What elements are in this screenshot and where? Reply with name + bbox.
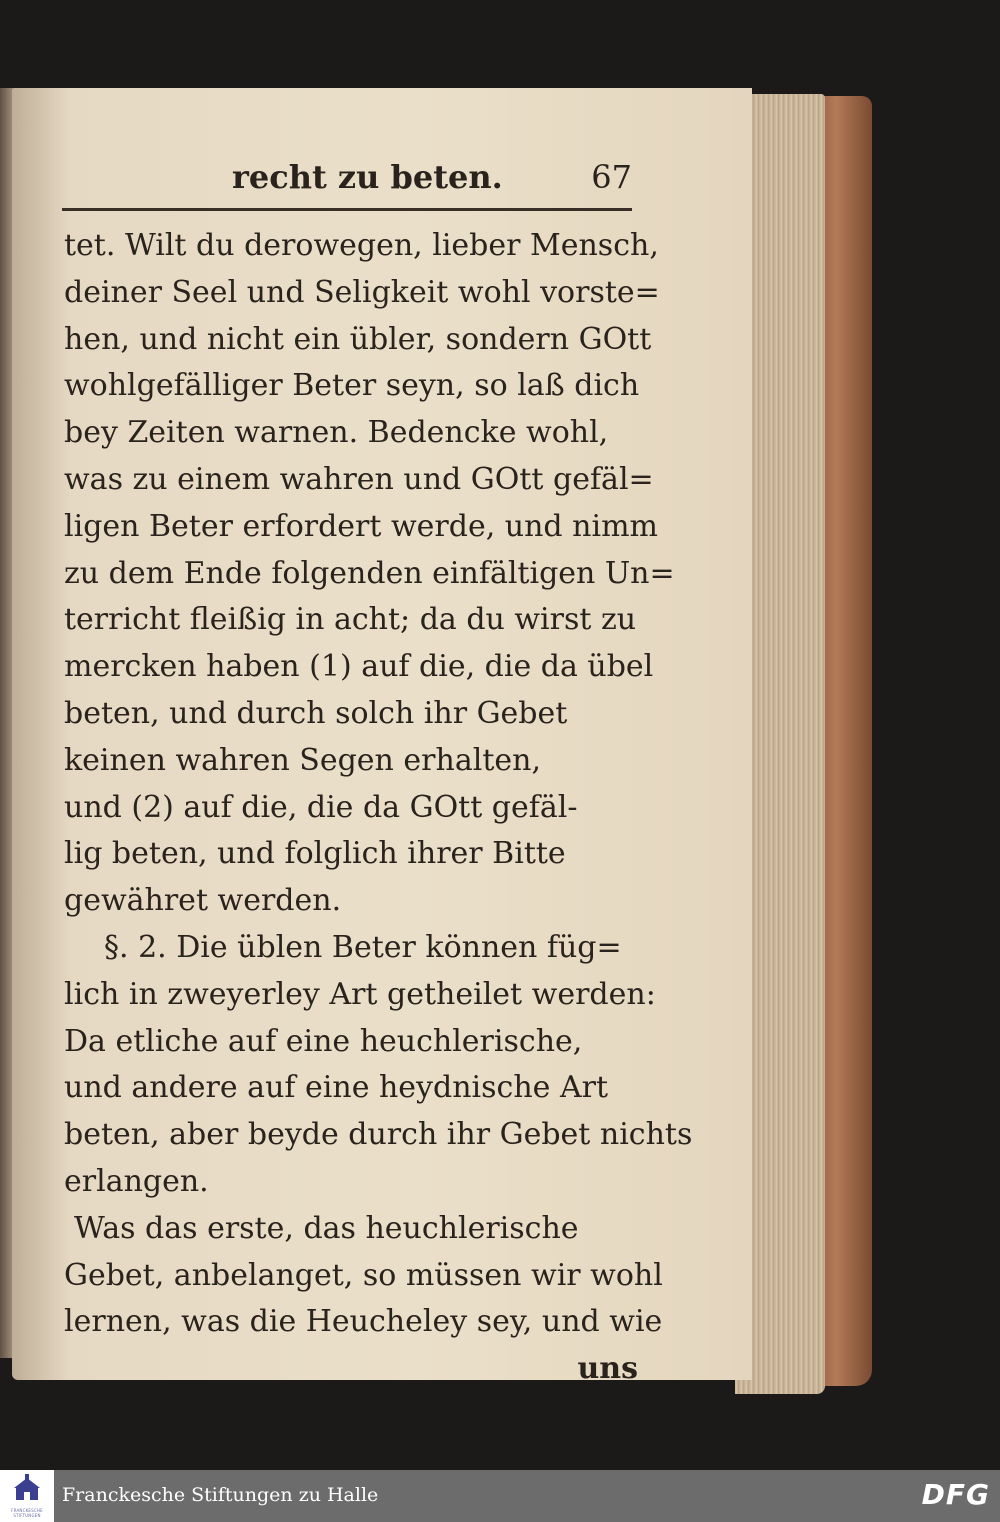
text-line: zu dem Ende folgenden einfältigen Un= bbox=[64, 555, 675, 591]
text-line: Da etliche auf eine heuchlerische, bbox=[64, 1023, 583, 1059]
running-head: recht zu beten. bbox=[232, 158, 503, 196]
text-line: bey Zeiten warnen. Bedencke wohl, bbox=[64, 415, 609, 451]
text-line: was zu einem wahren und GOtt gefäl= bbox=[64, 461, 654, 497]
text-line: wohlgefälliger Beter seyn, so laß dich bbox=[64, 368, 640, 404]
text-line: ligen Beter erfordert werde, und nimm bbox=[64, 508, 658, 544]
text-line: Gebet, anbelanget, so müssen wir wohl bbox=[64, 1257, 663, 1293]
text-line: und andere auf eine heydnische Art bbox=[64, 1070, 608, 1106]
dfg-logo[interactable]: DFG bbox=[921, 1478, 990, 1511]
text-line: lig beten, und folglich ihrer Bitte bbox=[64, 836, 566, 872]
page-number: 67 bbox=[591, 158, 632, 196]
text-line: §. 2. Die üblen Beter können füg= bbox=[104, 929, 622, 965]
text-line: terricht fleißig in acht; da du wirst zu bbox=[64, 602, 637, 638]
text-line: keinen wahren Segen erhalten, bbox=[64, 742, 541, 778]
text-line: deiner Seel und Seligkeit wohl vorste= bbox=[64, 274, 660, 310]
header-rule bbox=[62, 208, 632, 211]
text-line: beten, aber beyde durch ihr Gebet nichts bbox=[64, 1117, 693, 1153]
page-header bbox=[62, 158, 632, 214]
viewer-footer bbox=[0, 1470, 1000, 1522]
text-line: lernen, was die Heucheley sey, und wie bbox=[64, 1304, 663, 1340]
building-icon bbox=[0, 1470, 54, 1508]
text-line: mercken haben (1) auf die, die da übel bbox=[64, 649, 654, 685]
text-line: erlangen. bbox=[64, 1163, 209, 1199]
institution-name: Franckesche Stiftungen zu Halle bbox=[62, 1484, 379, 1506]
text-line: tet. Wilt du derowegen, lieber Mensch, bbox=[64, 228, 659, 263]
text-line: und (2) auf die, die da GOtt gefäl- bbox=[64, 789, 578, 825]
body-text bbox=[64, 223, 693, 1393]
text-line: Was das erste, das heuchlerische bbox=[74, 1210, 579, 1246]
catchword: uns bbox=[577, 1351, 638, 1387]
text-line: gewähret werden. bbox=[64, 883, 342, 919]
text-line: hen, und nicht ein übler, sondern GOtt bbox=[64, 321, 652, 357]
logo-text: FRANCKESCHE STIFTUNGEN bbox=[11, 1508, 43, 1518]
text-line: beten, und durch solch ihr Gebet bbox=[64, 695, 568, 731]
text-line: lich in zweyerley Art getheilet werden: bbox=[64, 976, 656, 1012]
institution-logo[interactable] bbox=[0, 1470, 54, 1522]
